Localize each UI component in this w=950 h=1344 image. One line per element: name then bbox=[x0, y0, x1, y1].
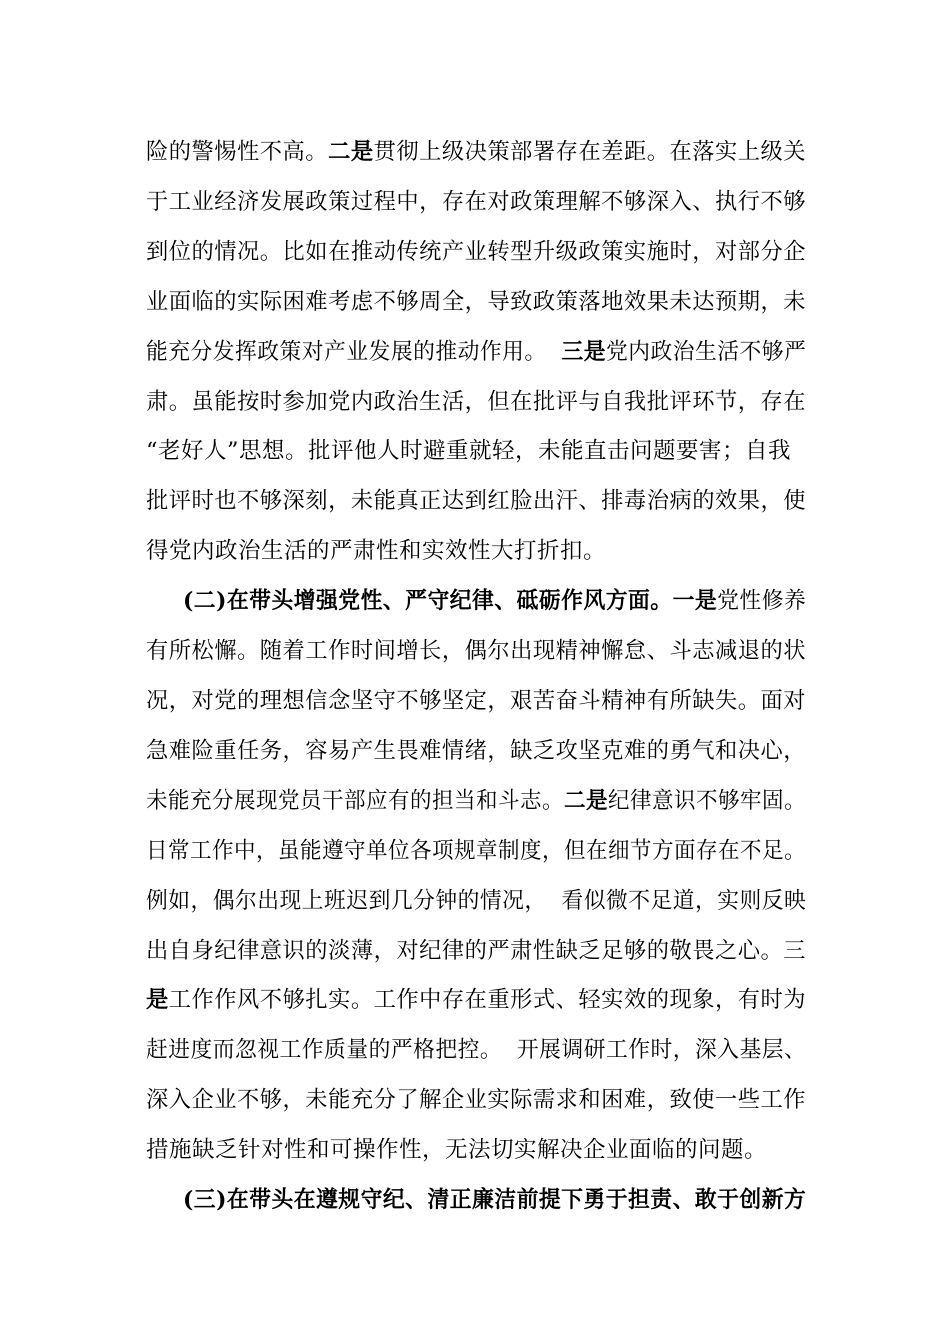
text-run: 未能充分展现党员干部应有的担当和斗志。 bbox=[146, 788, 565, 814]
text-run: 批评时也不够深刻，未能真正达到红脸出汗、排毒治病的效果，使 bbox=[146, 488, 807, 514]
text-run: 日常工作中，虽能遵守单位各项规章制度，但在细节方面存在不足。 bbox=[146, 838, 806, 864]
section-heading-2 bbox=[183, 586, 806, 616]
text-run: 措施缺乏针对性和可操作性，无法切实解决企业面临的问题。 bbox=[146, 1137, 768, 1163]
text-run-bold: 二是 bbox=[328, 139, 374, 165]
text-run: 急难险重任务，容易产生畏难情绪，缺乏攻坚克难的勇气和决心， bbox=[146, 738, 807, 764]
text-run: 例如，偶尔出现上班迟到几分钟的情况， 看似微不足道，实则反映 bbox=[146, 888, 807, 914]
text-line-19 bbox=[146, 1035, 806, 1065]
text-run: 能充分发挥政策对产业发展的推动作用。 bbox=[146, 339, 562, 365]
text-line-7 bbox=[146, 436, 791, 466]
text-run: 险的警惕性不高。 bbox=[146, 139, 329, 165]
text-run: 到位的情况。比如在推动传统产业转型升级政策实施时，对部分企 bbox=[146, 239, 807, 265]
text-run-bold: 三是 bbox=[561, 339, 606, 365]
text-line-17 bbox=[146, 936, 806, 966]
text-run: 纪律意识不够牢固。 bbox=[608, 788, 807, 814]
text-line-6 bbox=[146, 387, 806, 417]
text-run: 有所松懈。随着工作时间增长，偶尔出现精神懈怠、斗志减退的状 bbox=[146, 638, 807, 664]
text-line-8 bbox=[146, 486, 806, 516]
text-line-13 bbox=[146, 736, 806, 766]
text-line-12 bbox=[146, 686, 806, 716]
text-run: 深入企业不够，未能充分了解企业实际需求和困难，致使一些工作 bbox=[146, 1087, 807, 1113]
text-run: 出自身纪律意识的淡薄，对纪律的严肃性缺乏足够的敬畏之心。三 bbox=[146, 938, 807, 964]
text-run: 赶进度而忽视工作质量的严格把控。 开展调研工作时，深入基层、 bbox=[146, 1037, 807, 1063]
text-run: 业面临的实际困难考虑不够周全，导致政策落地效果未达预期，未 bbox=[146, 289, 807, 315]
text-run-bold: (三)在带头在遵规守纪、清正廉洁前提下勇于担责、敢于创新方 bbox=[183, 1187, 807, 1213]
text-run: 况，对党的理想信念坚守不够坚定，艰苦奋斗精神有所缺失。面对 bbox=[146, 688, 807, 714]
section-heading-3 bbox=[183, 1185, 806, 1215]
text-line-3 bbox=[146, 237, 806, 267]
text-line-2 bbox=[146, 187, 806, 217]
text-line-5 bbox=[146, 337, 806, 367]
text-run: 于工业经济发展政策过程中，存在对政策理解不够深入、执行不够 bbox=[146, 189, 807, 215]
text-line-4 bbox=[146, 287, 806, 317]
text-line-1 bbox=[146, 137, 806, 167]
text-run: 得党内政治生活的严肃性和实效性大打折扣。 bbox=[146, 538, 607, 564]
text-line-14 bbox=[146, 786, 806, 816]
text-line-18 bbox=[146, 985, 806, 1015]
text-run: 肃。虽能按时参加党内政治生活，但在批评与自我批评环节，存在 bbox=[146, 389, 807, 415]
text-line-21 bbox=[146, 1135, 767, 1165]
text-run-bold: 二是 bbox=[564, 788, 609, 814]
text-line-20 bbox=[146, 1085, 806, 1115]
text-run: 党性修养 bbox=[717, 588, 807, 614]
text-run: 工作作风不够扎实。工作中存在重形式、轻实效的现象，有时为 bbox=[168, 987, 807, 1013]
text-run: 贯彻上级决策部署存在差距。在落实上级关 bbox=[373, 139, 807, 165]
text-line-9 bbox=[146, 536, 606, 566]
text-run: “老好人”思想。批评他人时避重就轻，未能直击问题要害；自我 bbox=[146, 438, 792, 464]
text-line-16 bbox=[146, 886, 806, 916]
text-run-bold: 是 bbox=[146, 987, 169, 1013]
text-line-15 bbox=[146, 836, 806, 866]
text-run-bold: (二)在带头增强党性、严守纪律、砥砺作风方面。一是 bbox=[183, 588, 718, 614]
text-line-11 bbox=[146, 636, 806, 666]
text-run: 党内政治生活不够严 bbox=[605, 339, 807, 365]
